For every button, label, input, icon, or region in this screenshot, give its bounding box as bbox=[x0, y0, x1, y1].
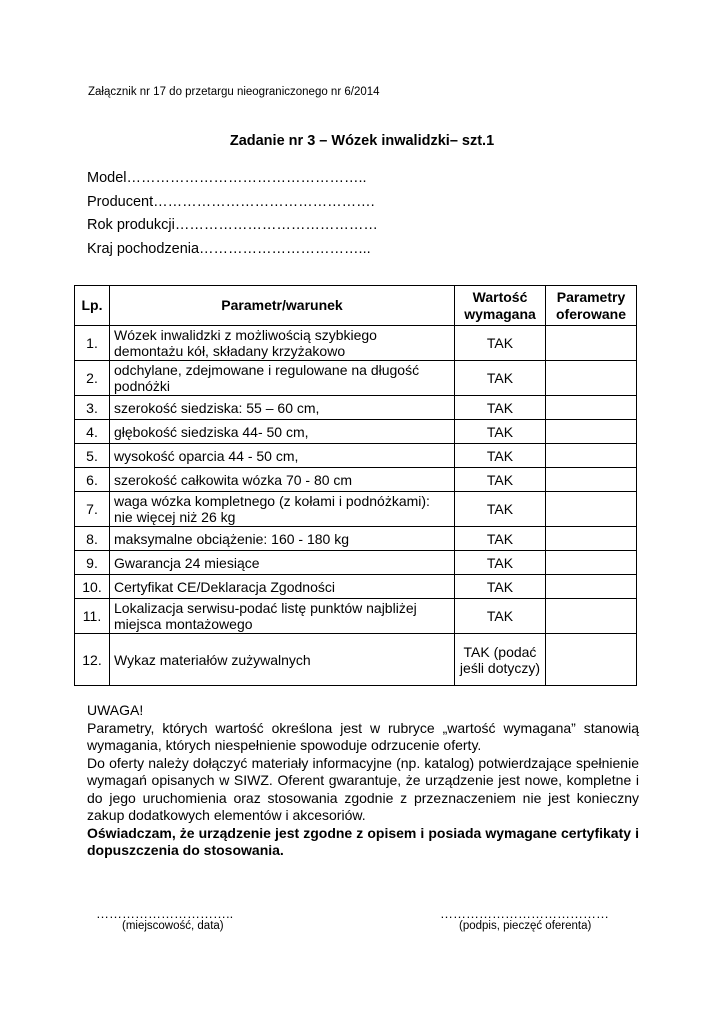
table-row bbox=[75, 444, 637, 468]
row-required-value: TAK bbox=[455, 575, 546, 599]
producer-field: Producent………………………………………. bbox=[87, 193, 375, 210]
row-parameter: waga wózka kompletnego (z kołami i podnóżkami): nie więcej niż 26 kg bbox=[110, 492, 455, 527]
offerer-signature-line: ………………………………… bbox=[440, 906, 609, 921]
row-number: 6. bbox=[75, 468, 110, 492]
row-offered-cell[interactable] bbox=[546, 326, 637, 361]
row-offered-cell[interactable] bbox=[546, 551, 637, 575]
row-offered-cell[interactable] bbox=[546, 420, 637, 444]
row-number: 8. bbox=[75, 527, 110, 551]
row-offered-cell[interactable] bbox=[546, 599, 637, 634]
table-row bbox=[75, 326, 637, 361]
row-parameter: Lokalizacja serwisu-podać listę punktów najbliżej miejsca montażowego bbox=[110, 599, 455, 634]
row-parameter: odchylane, zdejmowane i regulowane na długość podnóżki bbox=[110, 361, 455, 396]
row-number: 10. bbox=[75, 575, 110, 599]
header-parameter: Parametr/warunek bbox=[110, 286, 455, 326]
row-required-value: TAK bbox=[455, 527, 546, 551]
row-offered-cell[interactable] bbox=[546, 444, 637, 468]
model-field: Model………………………………………….. bbox=[87, 170, 367, 186]
table-row bbox=[75, 527, 637, 551]
row-required-value: TAK bbox=[455, 420, 546, 444]
product-fields bbox=[87, 167, 378, 261]
remarks-paragraph-attachments: Do oferty należy dołączyć materiały informacyjne (np. katalog) potwierdzające spełnienie wymagań opisanych w SIWZ. Oferent gwarantuje, że urządzenie jest nowe, kompletne i do jego uruchomienia oraz stosowania zgodnie z przeznaczeniem nie jest konieczny zakup dodatkowych elementów i akcesoriów. bbox=[87, 754, 639, 823]
row-parameter: maksymalne obciążenie: 160 - 180 kg bbox=[110, 527, 455, 551]
table-row bbox=[75, 599, 637, 634]
document-title: Zadanie nr 3 – Wózek inwalidzki– szt.1 bbox=[229, 133, 495, 149]
row-parameter: Wykaz materiałów zużywalnych bbox=[110, 634, 455, 686]
row-required-value: TAK bbox=[455, 599, 546, 634]
row-offered-cell[interactable] bbox=[546, 492, 637, 527]
row-required-value: TAK bbox=[455, 444, 546, 468]
row-parameter: Gwarancja 24 miesiące bbox=[110, 551, 455, 575]
row-required-value: TAK (podać jeśli dotyczy) bbox=[455, 634, 546, 686]
remarks-paragraph-requirements: Parametry, których wartość określona jest w rubryce „wartość wymagana” stanowią wymagania, których niespełnienie spowoduje odrzucenie oferty. bbox=[87, 719, 639, 753]
row-required-value: TAK bbox=[455, 492, 546, 527]
row-parameter: wysokość oparcia 44 - 50 cm, bbox=[110, 444, 455, 468]
attachment-note: Załącznik nr 17 do przetargu nieograniczonego nr 6/2014 bbox=[88, 86, 380, 98]
table-header-row bbox=[75, 286, 637, 326]
place-date-signature-line: ………………………….. bbox=[96, 906, 234, 921]
declaration-statement: Oświadczam, że urządzenie jest zgodne z opisem i posiada wymagane certyfikaty i dopuszczenia do stosowania. bbox=[87, 824, 639, 858]
row-required-value: TAK bbox=[455, 361, 546, 396]
table-row bbox=[75, 468, 637, 492]
row-number: 9. bbox=[75, 551, 110, 575]
row-required-value: TAK bbox=[455, 326, 546, 361]
row-number: 5. bbox=[75, 444, 110, 468]
remarks-heading: UWAGA! bbox=[87, 702, 144, 718]
remarks-section bbox=[87, 702, 639, 860]
row-offered-cell[interactable] bbox=[546, 361, 637, 396]
row-offered-cell[interactable] bbox=[546, 575, 637, 599]
row-offered-cell[interactable] bbox=[546, 527, 637, 551]
table-row bbox=[75, 420, 637, 444]
row-parameter: szerokość całkowita wózka 70 - 80 cm bbox=[110, 468, 455, 492]
offerer-signature-label: (podpis, pieczęć oferenta) bbox=[459, 920, 592, 932]
row-number: 1. bbox=[75, 326, 110, 361]
row-offered-cell[interactable] bbox=[546, 396, 637, 420]
table-row bbox=[75, 396, 637, 420]
row-parameter: Wózek inwalidzki z możliwością szybkiego demontażu kół, składany krzyżakowo bbox=[110, 326, 455, 361]
table-row bbox=[75, 575, 637, 599]
row-number: 11. bbox=[75, 599, 110, 634]
row-parameter: Certyfikat CE/Deklaracja Zgodności bbox=[110, 575, 455, 599]
parameters-table bbox=[74, 285, 637, 686]
table-row bbox=[75, 361, 637, 396]
table-row bbox=[75, 634, 637, 686]
row-number: 3. bbox=[75, 396, 110, 420]
place-date-label: (miejscowość, data) bbox=[122, 920, 224, 932]
row-required-value: TAK bbox=[455, 551, 546, 575]
country-of-origin-field: Kraj pochodzenia……………………………... bbox=[87, 240, 371, 257]
row-number: 7. bbox=[75, 492, 110, 527]
row-parameter: szerokość siedziska: 55 – 60 cm, bbox=[110, 396, 455, 420]
row-required-value: TAK bbox=[455, 396, 546, 420]
row-offered-cell[interactable] bbox=[546, 468, 637, 492]
row-number: 12. bbox=[75, 634, 110, 686]
header-offered-parameters: Parametry oferowane bbox=[546, 286, 637, 326]
table-row bbox=[75, 551, 637, 575]
production-year-field: Rok produkcji…………………………………… bbox=[87, 217, 378, 233]
header-required-value: Wartość wymagana bbox=[455, 286, 546, 326]
row-number: 2. bbox=[75, 361, 110, 396]
row-required-value: TAK bbox=[455, 468, 546, 492]
row-offered-cell[interactable] bbox=[546, 634, 637, 686]
table-row bbox=[75, 492, 637, 527]
row-number: 4. bbox=[75, 420, 110, 444]
header-lp: Lp. bbox=[75, 286, 110, 326]
row-parameter: głębokość siedziska 44- 50 cm, bbox=[110, 420, 455, 444]
